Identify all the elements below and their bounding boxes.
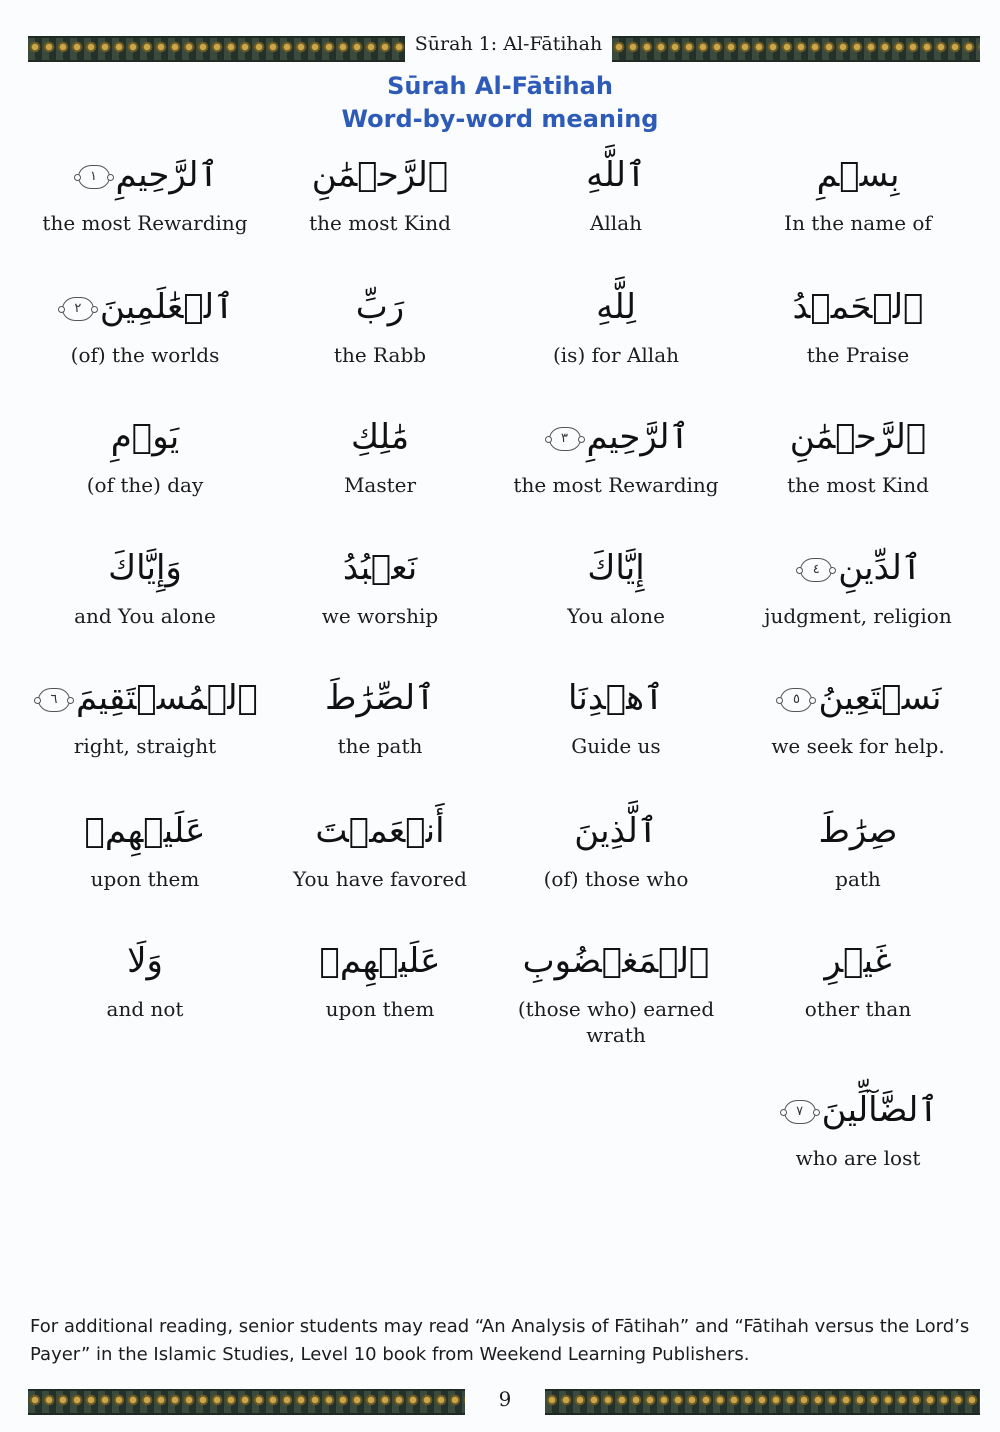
word-cell xyxy=(498,936,734,1048)
ayah-number-marker: ٧ xyxy=(784,1100,816,1124)
arabic-word xyxy=(498,936,734,986)
english-meaning: the most Kind xyxy=(787,473,929,497)
arabic-text: ٱلرَّحِيمِ xyxy=(115,155,219,195)
arabic-word xyxy=(498,673,734,723)
english-meaning: other than xyxy=(804,997,912,1021)
arabic-text: ٱلدِّينِ xyxy=(838,548,922,588)
english-meaning: (is) for Allah xyxy=(552,343,680,367)
english-meaning: upon them xyxy=(325,997,435,1021)
arabic-text: وَلَا xyxy=(127,941,163,981)
word-cell xyxy=(498,150,734,236)
arabic-text: نَعۡبُدُ xyxy=(342,548,418,588)
ayah-number-marker: ٤ xyxy=(800,558,832,582)
arabic-word xyxy=(27,673,263,723)
arabic-word xyxy=(262,806,498,856)
arabic-word xyxy=(498,412,734,462)
arabic-word xyxy=(498,150,734,200)
arabic-word xyxy=(740,412,976,462)
english-meaning: You alone xyxy=(567,604,665,628)
english-meaning: (those who) earned wrath xyxy=(517,997,715,1047)
arabic-text: إِيَّاكَ xyxy=(587,548,645,588)
page-number: 9 xyxy=(498,1387,512,1411)
word-cell xyxy=(262,936,498,1022)
footer-ornament-left xyxy=(28,1389,465,1415)
ayah-number-marker: ٣ xyxy=(549,427,581,451)
ayah-number-marker: ١ xyxy=(78,165,110,189)
arabic-text: مَٰلِكِ xyxy=(350,417,410,457)
arabic-text: عَلَيۡهِمۡ xyxy=(319,941,441,981)
english-meaning: judgment, religion xyxy=(764,604,952,628)
arabic-text: ٱلرَّحۡمَٰنِ xyxy=(789,417,927,457)
footnote: For additional reading, senior students may read “An Analysis of Fātihah” and “Fātihah versus the Lord’s Payer” in the Islamic Studies, Level 10 book from Weekend Learning Publishers. xyxy=(30,1316,970,1365)
english-meaning: and You alone xyxy=(74,604,216,628)
word-cell xyxy=(27,806,263,892)
arabic-text: رَبِّ xyxy=(355,287,405,327)
word-cell xyxy=(27,150,263,236)
word-cell xyxy=(740,282,976,368)
arabic-word xyxy=(262,543,498,593)
arabic-text: أَنۡعَمۡتَ xyxy=(315,811,445,851)
ayah-number-marker: ٦ xyxy=(38,688,70,712)
word-cell xyxy=(27,543,263,629)
english-meaning: (of the) day xyxy=(86,473,204,497)
page-title: Sūrah Al-Fātihah xyxy=(387,72,613,100)
page-subtitle: Word-by-word meaning xyxy=(341,105,659,133)
arabic-word xyxy=(740,1085,976,1135)
arabic-text: ٱلۡمَغۡضُوبِ xyxy=(522,941,710,981)
word-cell xyxy=(27,936,263,1022)
arabic-text: ٱلصِّرَٰطَ xyxy=(325,678,435,718)
word-cell xyxy=(740,150,976,236)
english-meaning: Allah xyxy=(589,211,643,235)
word-cell xyxy=(740,1085,976,1171)
ayah-number-marker: ٢ xyxy=(62,297,94,321)
english-meaning: who are lost xyxy=(795,1146,921,1170)
english-meaning: the most Rewarding xyxy=(42,211,248,235)
english-meaning: (of) those who xyxy=(543,867,689,891)
english-meaning: we worship xyxy=(321,604,439,628)
arabic-text: ٱلرَّحۡمَٰنِ xyxy=(311,155,449,195)
arabic-word xyxy=(740,543,976,593)
arabic-word xyxy=(27,543,263,593)
arabic-text: ٱلۡعَٰلَمِينَ xyxy=(99,287,235,327)
word-cell xyxy=(27,412,263,498)
english-meaning: upon them xyxy=(90,867,200,891)
word-cell xyxy=(740,673,976,759)
arabic-word xyxy=(27,936,263,986)
word-cell xyxy=(498,806,734,892)
word-cell xyxy=(27,282,263,368)
header-ornament-right xyxy=(612,36,980,62)
arabic-text: ٱهۡدِنَا xyxy=(568,678,664,718)
arabic-word xyxy=(27,806,263,856)
word-cell xyxy=(740,543,976,629)
arabic-text: ٱلَّذِينَ xyxy=(574,811,658,851)
arabic-word xyxy=(262,936,498,986)
arabic-word xyxy=(262,282,498,332)
english-meaning: (of) the worlds xyxy=(70,343,220,367)
english-meaning: Master xyxy=(343,473,417,497)
arabic-word xyxy=(27,150,263,200)
arabic-text: ٱلۡحَمۡدُ xyxy=(792,287,924,327)
word-cell xyxy=(262,543,498,629)
word-cell xyxy=(740,936,976,1022)
english-meaning: In the name of xyxy=(784,211,932,235)
arabic-word xyxy=(498,806,734,856)
arabic-text: ٱللَّهِ xyxy=(586,155,646,195)
arabic-text: ٱلرَّحِيمِ xyxy=(586,417,690,457)
arabic-text: عَلَيۡهِمۡ xyxy=(84,811,206,851)
arabic-word xyxy=(27,282,263,332)
word-cell xyxy=(498,282,734,368)
arabic-word xyxy=(740,150,976,200)
english-meaning: the path xyxy=(337,734,423,758)
word-cell xyxy=(498,412,734,498)
english-meaning: and not xyxy=(106,997,184,1021)
running-header: Sūrah 1: Al-Fātihah xyxy=(414,33,603,55)
word-cell xyxy=(498,543,734,629)
english-meaning: path xyxy=(835,867,881,891)
arabic-text: نَسۡتَعِينُ xyxy=(818,678,942,718)
english-meaning: the most Kind xyxy=(309,211,451,235)
arabic-word xyxy=(740,806,976,856)
header-ornament-left xyxy=(28,36,405,62)
word-cell xyxy=(27,673,263,759)
word-cell xyxy=(262,806,498,892)
arabic-text: غَيۡرِ xyxy=(824,941,892,981)
arabic-text: بِسۡمِ xyxy=(816,155,900,195)
word-cell xyxy=(262,412,498,498)
english-meaning: the Praise xyxy=(806,343,910,367)
arabic-text: ٱلۡمُسۡتَقِيمَ xyxy=(76,678,258,718)
arabic-word xyxy=(262,673,498,723)
arabic-text: لِلَّهِ xyxy=(596,287,636,327)
word-cell xyxy=(262,673,498,759)
arabic-text: صِرَٰطَ xyxy=(818,811,898,851)
word-cell xyxy=(740,412,976,498)
arabic-word xyxy=(262,412,498,462)
arabic-text: ٱلضَّآلِّينَ xyxy=(821,1090,939,1130)
arabic-word xyxy=(27,412,263,462)
word-cell xyxy=(740,806,976,892)
word-cell xyxy=(262,282,498,368)
arabic-word xyxy=(498,282,734,332)
english-meaning: the Rabb xyxy=(333,343,427,367)
arabic-text: يَوۡمِ xyxy=(110,417,180,457)
arabic-word xyxy=(740,282,976,332)
english-meaning: we seek for help. xyxy=(771,734,945,758)
english-meaning: right, straight xyxy=(73,734,217,758)
arabic-text: وَإِيَّاكَ xyxy=(108,548,182,588)
word-cell xyxy=(498,673,734,759)
english-meaning: Guide us xyxy=(571,734,661,758)
english-meaning: You have favored xyxy=(293,867,467,891)
arabic-word xyxy=(740,673,976,723)
arabic-word xyxy=(740,936,976,986)
footer-ornament-right xyxy=(545,1389,980,1415)
word-cell xyxy=(262,150,498,236)
ayah-number-marker: ٥ xyxy=(780,688,812,712)
english-meaning: the most Rewarding xyxy=(513,473,719,497)
arabic-word xyxy=(498,543,734,593)
arabic-word xyxy=(262,150,498,200)
